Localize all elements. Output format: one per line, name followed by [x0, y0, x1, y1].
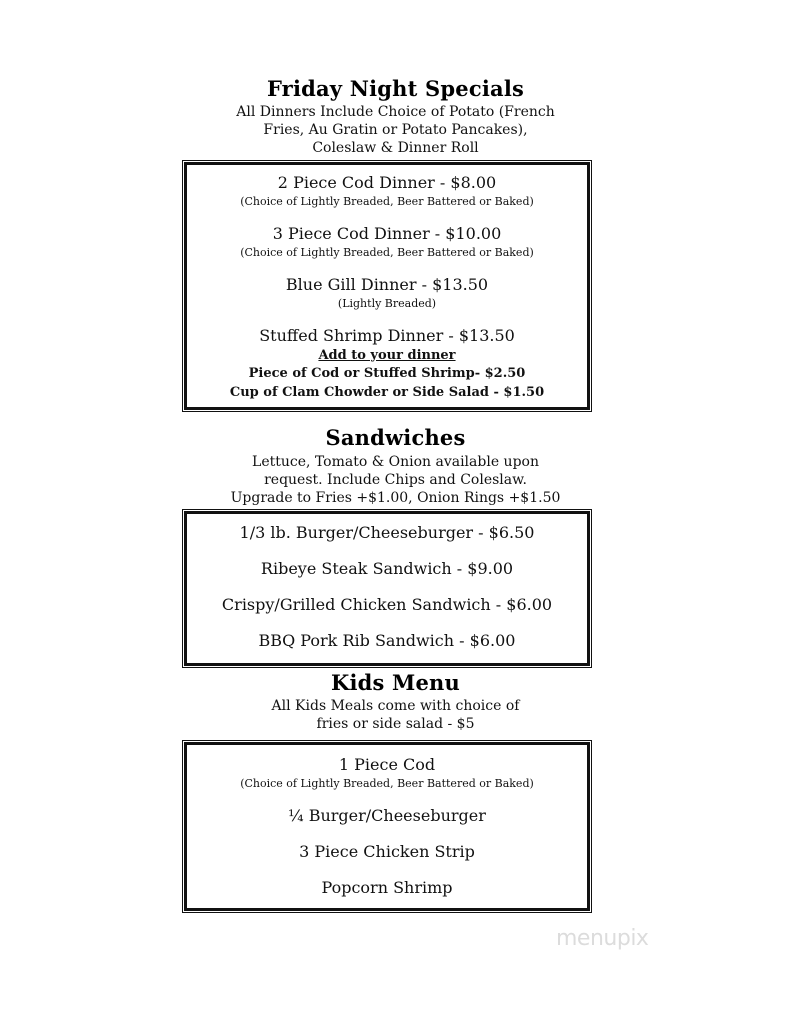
- menu-item-note: (Choice of Lightly Breaded, Beer Battered or Baked): [240, 777, 534, 790]
- intro-line: All Kids Meals come with choice of: [271, 698, 520, 714]
- intro-line: request. Include Chips and Coleslaw.: [264, 472, 527, 488]
- intro-line: Lettuce, Tomato & Onion available upon: [252, 454, 539, 470]
- addon-chowder-or-salad: Cup of Clam Chowder or Side Salad - $1.50: [229, 385, 545, 400]
- friday-specials-intro: [0, 103, 791, 157]
- sandwiches-box: [184, 511, 590, 666]
- sandwiches-intro: [0, 453, 791, 507]
- menu-item-chicken-sandwich: Crispy/Grilled Chicken Sandwich - $6.00: [221, 595, 553, 614]
- menu-item-note: (Choice of Lightly Breaded, Beer Battered or Baked): [240, 195, 534, 208]
- intro-line: fries or side salad - $5: [316, 716, 475, 732]
- menu-item-stuffed-shrimp: Stuffed Shrimp Dinner - $13.50: [259, 326, 515, 345]
- kids-menu-box: [184, 742, 590, 911]
- menu-item-note: (Lightly Breaded): [337, 297, 437, 310]
- friday-specials-title: Friday Night Specials: [266, 76, 525, 101]
- kids-item-burger: ¼ Burger/Cheeseburger: [288, 806, 486, 825]
- intro-line: Coleslaw & Dinner Roll: [312, 140, 479, 156]
- friday-specials-box: [184, 162, 590, 410]
- intro-line: Upgrade to Fries +$1.00, Onion Rings +$1.50: [230, 490, 561, 506]
- kids-menu-title: Kids Menu: [331, 670, 460, 695]
- menu-item-2-piece-cod: 2 Piece Cod Dinner - $8.00: [277, 173, 497, 192]
- menu-item-3-piece-cod: 3 Piece Cod Dinner - $10.00: [272, 224, 502, 243]
- menu-item-burger: 1/3 lb. Burger/Cheeseburger - $6.50: [239, 523, 535, 542]
- intro-line: Fries, Au Gratin or Potato Pancakes),: [263, 122, 528, 138]
- addons-title: Add to your dinner: [318, 348, 456, 363]
- kids-item-1-piece-cod: 1 Piece Cod: [338, 755, 436, 774]
- intro-line: All Dinners Include Choice of Potato (French: [236, 104, 555, 120]
- kids-item-chicken-strip: 3 Piece Chicken Strip: [299, 842, 475, 861]
- menu-item-blue-gill: Blue Gill Dinner - $13.50: [285, 275, 489, 294]
- menu-item-note: (Choice of Lightly Breaded, Beer Battered or Baked): [240, 246, 534, 259]
- menupix-watermark: menupix: [556, 926, 649, 951]
- kids-item-popcorn-shrimp: Popcorn Shrimp: [321, 878, 453, 897]
- kids-menu-intro: [0, 697, 791, 733]
- addon-cod-or-shrimp: Piece of Cod or Stuffed Shrimp- $2.50: [248, 366, 526, 381]
- sandwiches-title: Sandwiches: [325, 425, 466, 450]
- menu-item-bbq-pork-rib: BBQ Pork Rib Sandwich - $6.00: [258, 631, 516, 650]
- menu-item-ribeye: Ribeye Steak Sandwich - $9.00: [260, 559, 514, 578]
